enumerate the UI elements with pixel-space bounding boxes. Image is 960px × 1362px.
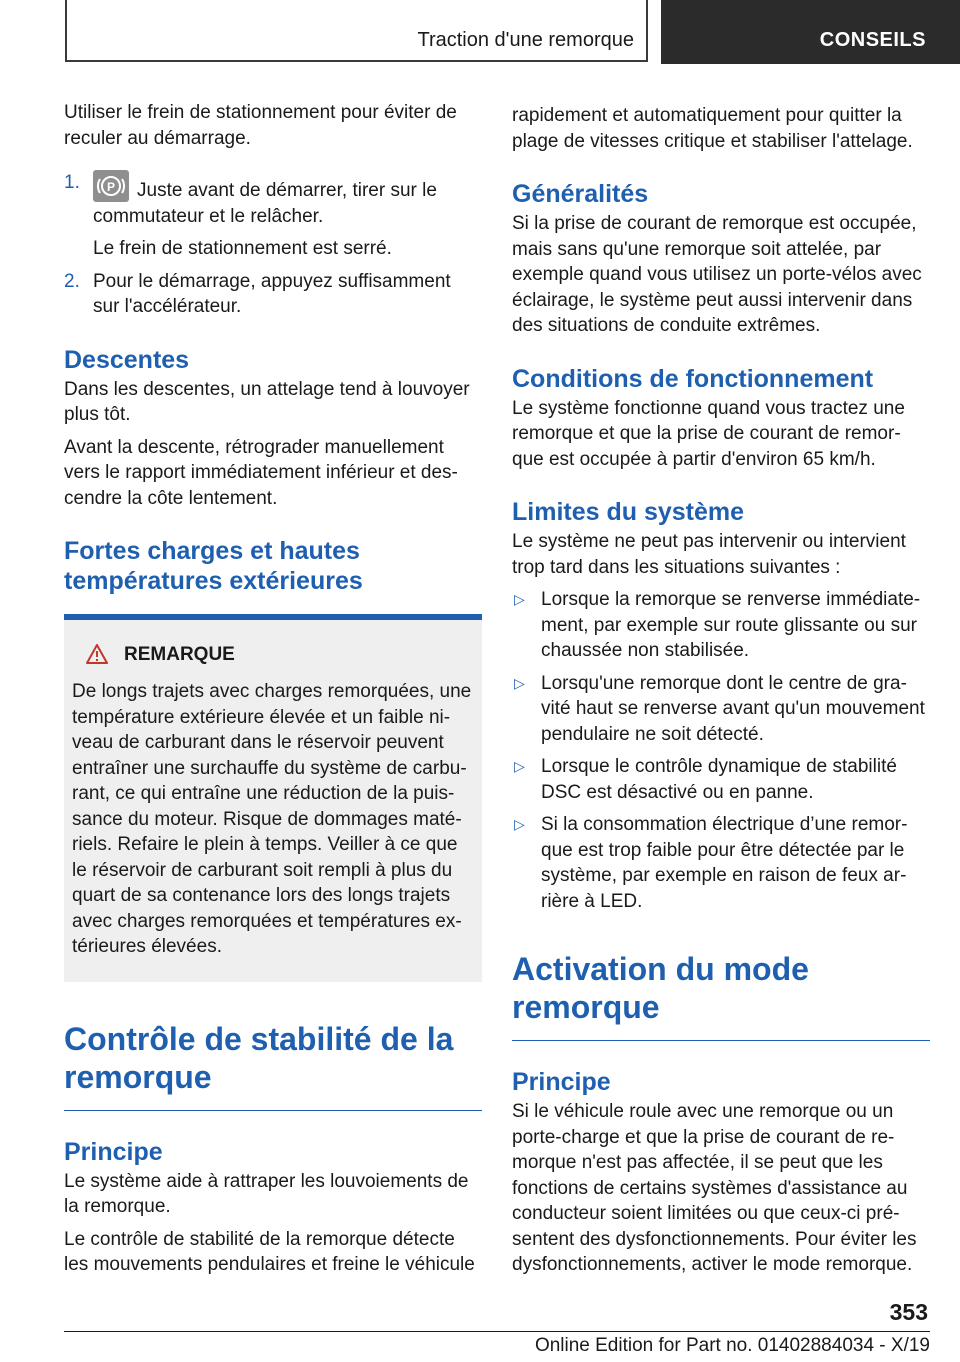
- warning-text: De longs trajets avec charges remorquées, une température extérieure élevée et un faible ni- veau de carburant dans le réservoir peuvent entraîner une surchauffe du système de carbu- rant, ce qui entraîne une réduction de la puis- sance du moteur. Risque de dommages maté- riels. Refaire le plein à temps. Veiller à ce que le réservoir de carburant soit rempli à plus du quart de sa contenance lors des longs trajets avec charges remorquées et températures ex- térieures élevées.: [72, 681, 472, 957]
- step-list: [64, 170, 482, 320]
- principe-paragraph-1: Le système aide à rattraper les louvoiements de la remorque.: [64, 1170, 469, 1217]
- list-item: ▷ Lorsqu'une remorque dont le centre de gra- vité haut se renverse avant qu'un mouvement pendulaire ne soit détecté.: [514, 672, 925, 745]
- heading-principe-right: Principe: [512, 1068, 611, 1096]
- heading-rule: [512, 1040, 930, 1041]
- warning-title-row: [72, 642, 472, 671]
- step-subtext: Le frein de stationnement est serré.: [93, 238, 392, 259]
- warning-box: [64, 614, 482, 982]
- right-column: [512, 103, 930, 1278]
- descentes-paragraph-2: Avant la descente, rétrograder manuellement vers le rapport immédiatement inférieur et des- cendre la côte lentement.: [64, 436, 458, 509]
- section-tab: [65, 0, 648, 62]
- heading-descentes: Descentes: [64, 345, 190, 374]
- step-item: [64, 269, 482, 320]
- warning-triangle-icon: [86, 644, 108, 671]
- heading-controle-stabilite: Contrôle de stabilité de la remorque: [64, 1020, 454, 1095]
- heading-rule: [64, 1110, 482, 1111]
- heading-fortes-charges: Fortes charges et hautes températures extérieures: [64, 537, 363, 595]
- chapter-title: CONSEILS: [819, 29, 926, 51]
- triangle-bullet-icon: ▷: [514, 674, 525, 691]
- page-header: [65, 0, 960, 64]
- triangle-bullet-icon: ▷: [514, 591, 525, 607]
- parking-brake-icon: [93, 170, 129, 202]
- limites-paragraph: Le système ne peut pas intervenir ou intervient trop tard dans les situations suivantes :: [512, 531, 906, 578]
- heading-activation: Activation du mode remorque: [512, 951, 809, 1025]
- chapter-tab: [661, 0, 960, 64]
- section-title: Traction d'une remorque: [417, 29, 634, 51]
- list-item: ▷ Lorsque le contrôle dynamique de stabilité DSC est désactivé ou en panne.: [514, 756, 897, 803]
- heading-generalites: Généralités: [512, 180, 649, 208]
- step-text: Juste avant de démarrer, tirer sur le commutateur et le relâcher.: [93, 180, 437, 227]
- left-column: [64, 100, 482, 1278]
- step-number: 2.: [64, 270, 80, 292]
- heading-conditions: Conditions de fonctionnement: [512, 364, 874, 393]
- heading-limites: Limites du système: [512, 498, 745, 526]
- triangle-bullet-icon: ▷: [514, 758, 525, 774]
- conditions-paragraph: Le système fonctionne quand vous tractez une remorque et que la prise de courant de remor- que est occupée à partir d'environ 65 km/h.: [512, 397, 905, 470]
- page-number: 353: [889, 1299, 928, 1325]
- generalites-paragraph: Si la prise de courant de remorque est occupée, mais sans qu'une remorque soit attelée, par exemple quand vous utilisez un porte-vélos avec éclairage, le système peut aussi intervenir dans des situations de conduite extrêmes.: [512, 213, 922, 336]
- step-item: [64, 170, 482, 262]
- continued-paragraph: rapidement et automatiquement pour quitter la plage de vitesses critique et stabiliser l'attelage.: [512, 105, 913, 152]
- list-item: ▷ Si la consommation électrique d’une remor- que est trop faible pour être détectée par le système, par exemple en raison de feux ar- rière à LED.: [514, 814, 908, 912]
- triangle-bullet-icon: ▷: [514, 816, 525, 832]
- step-number: 1.: [64, 172, 80, 193]
- limites-list: [512, 587, 930, 914]
- warning-title: REMARQUE: [124, 644, 235, 665]
- heading-principe-left: Principe: [64, 1137, 163, 1166]
- principe-paragraph-right: Si le véhicule roule avec une remorque ou un porte-charge et que la prise de courant de re- morque n'est pas affectée, il se peut que les fonctions de certains systèmes d'assistance au conducteur soient limitées ou que ceux-ci pré- sentent des dysfonctionnements. Pour éviter les dysfonctionnements, activer le mode remorque.: [512, 1101, 917, 1275]
- principe-paragraph-2: Le contrôle de stabilité de la remorque détecte les mouvements pendulaires et freine le véhicule: [64, 1228, 475, 1275]
- list-item: ▷ Lorsque la remorque se renverse immédiate- ment, par exemple sur route glissante ou sur chaussée non stabilisée.: [514, 589, 921, 661]
- svg-text:P: P: [106, 180, 116, 194]
- descentes-paragraph-1: Dans les descentes, un attelage tend à louvoyer plus tôt.: [64, 378, 470, 425]
- edition-line: Online Edition for Part no. 01402884034 - X/19: [534, 1335, 930, 1356]
- intro-paragraph: Utiliser le frein de stationnement pour éviter de reculer au démarrage.: [64, 102, 457, 149]
- step-text: Pour le démarrage, appuyez suffisamment sur l'accélérateur.: [93, 270, 451, 317]
- footer-rule: [64, 1331, 930, 1332]
